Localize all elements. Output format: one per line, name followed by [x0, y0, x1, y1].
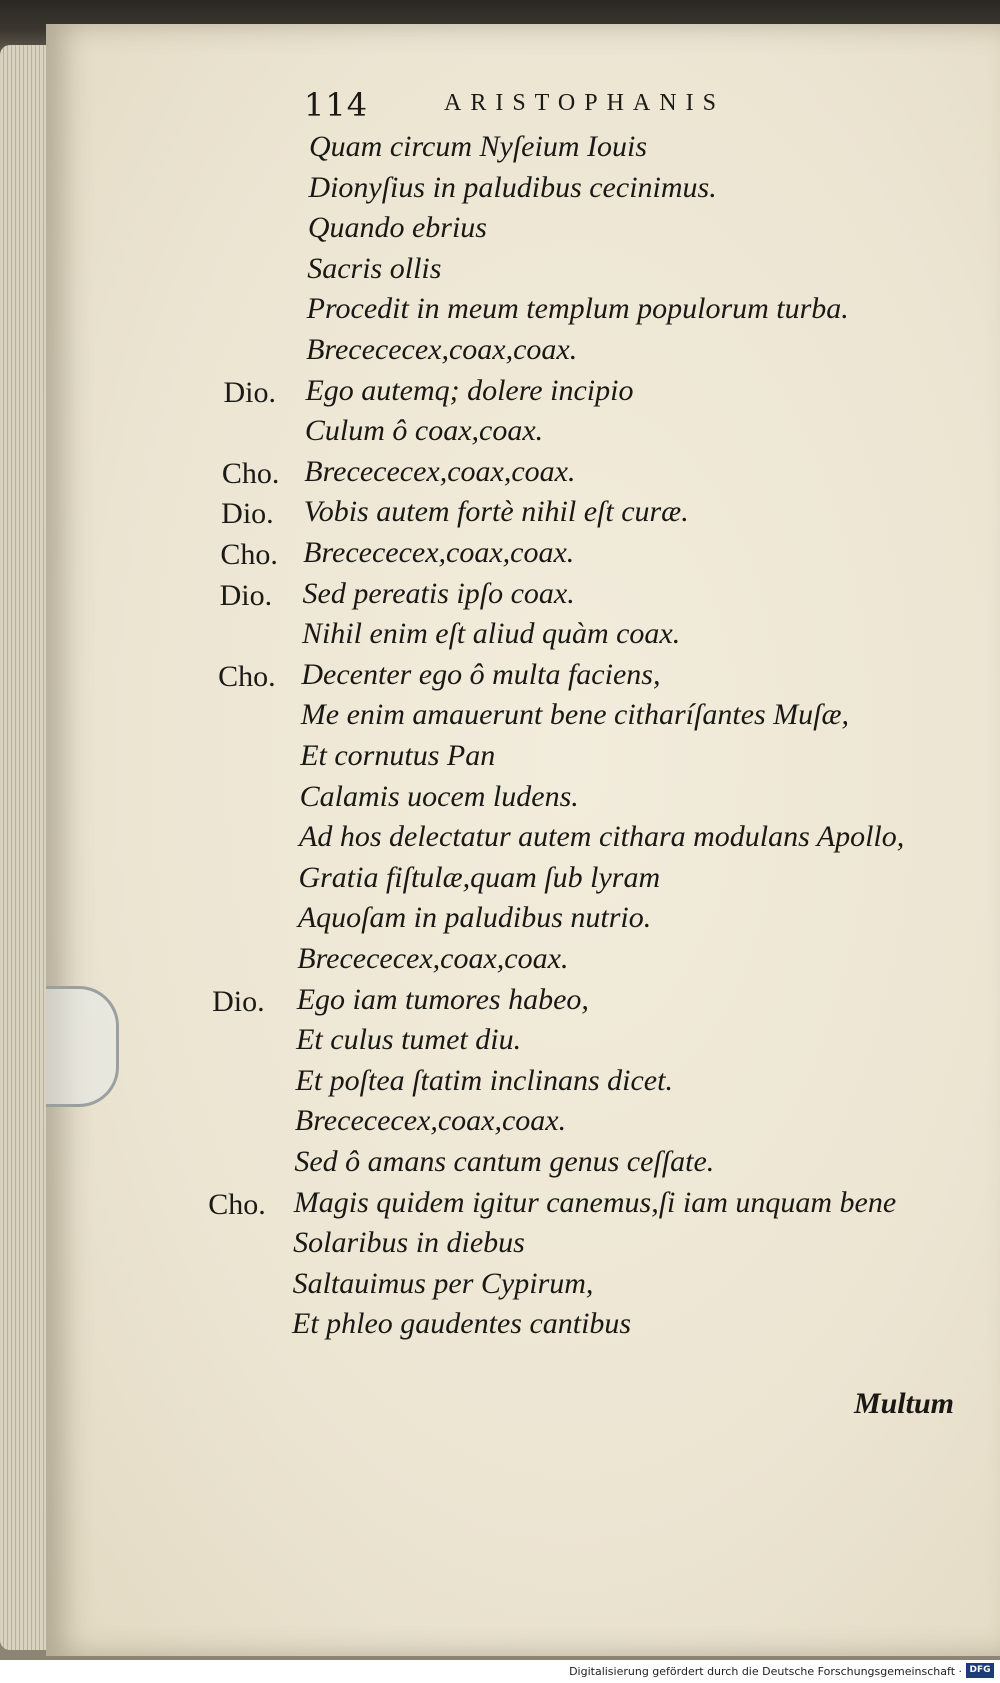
verse-line — [0, 942, 1000, 982]
verse-text: Gratia fiſtulæ,quam ſub lyram — [298, 860, 661, 894]
verse-line — [0, 1145, 1000, 1185]
verse-text: Brecececex,coax,coax. — [304, 454, 576, 488]
verse-text: Magis quidem igitur canemus,ſi iam unquam bene — [293, 1185, 897, 1219]
verse-line — [0, 333, 1000, 373]
speaker-label: Cho. — [220, 538, 278, 571]
catchword: Multum — [853, 1387, 954, 1420]
verse-line — [0, 1307, 1000, 1347]
verse-text: Et cornutus Pan — [300, 739, 496, 772]
verse-line — [0, 536, 1000, 576]
verse-text: Saltauimus per Cypirum, — [292, 1266, 594, 1300]
verse-text: Aquoſam in paludibus nutrio. — [297, 901, 652, 935]
verse-line — [0, 739, 1000, 779]
verse-line — [0, 1023, 1000, 1063]
verse-line — [0, 1267, 1000, 1307]
verse-text: Sacris ollis — [307, 251, 442, 285]
verse-line — [0, 414, 1000, 454]
verse-text: Quam circum Nyſeium Iouis — [309, 130, 647, 163]
verse-line — [0, 211, 1000, 251]
verse-line — [0, 983, 1000, 1023]
verse-line — [0, 901, 1000, 941]
verse-line — [0, 1104, 1000, 1144]
speaker-label: Cho. — [221, 456, 280, 490]
page-header — [304, 86, 764, 126]
verse-text: Dionyſius in paludibus cecinimus. — [308, 170, 717, 204]
verse-line — [0, 374, 1000, 414]
verse-line — [0, 130, 1000, 170]
digitization-credit: Digitalisierung gefördert durch die Deutsche Forschungsgemeinschaft · — [569, 1665, 962, 1678]
verse-line — [0, 292, 1000, 332]
verse-line — [0, 252, 1000, 292]
verse-line — [0, 495, 1000, 535]
running-title: ARISTOPHANIS — [444, 90, 725, 116]
verse-line — [0, 171, 1000, 211]
verse-text: Et phleo gaudentes cantibus — [292, 1307, 632, 1341]
verse-text: Sed ô amans cantum genus ceſſate. — [294, 1145, 715, 1178]
verse-line — [0, 780, 1000, 820]
verse-text: Et culus tumet diu. — [296, 1023, 522, 1057]
verse-text: Nihil enim eſt aliud quàm coax. — [301, 617, 681, 651]
verse-line — [0, 1186, 1000, 1226]
verse-text: Me enim amauerunt bene citharíſantes Muſæ, — [300, 698, 850, 732]
verse-text: Calamis uocem ludens. — [299, 779, 579, 813]
verse-text: Solaribus in diebus — [293, 1226, 525, 1260]
speaker-label: Dio. — [219, 578, 273, 612]
dfg-logo: DFG — [966, 1663, 994, 1678]
verse-line — [0, 1226, 1000, 1266]
verse-text: Et poſtea ſtatim inclinans dicet. — [295, 1063, 673, 1097]
verse-text: Quando ebrius — [307, 211, 487, 245]
verse-line — [0, 698, 1000, 738]
verse-text: Ego iam tumores habeo, — [296, 982, 589, 1016]
speaker-label: Dio. — [212, 984, 265, 1018]
speaker-label: Dio. — [221, 497, 274, 531]
verse-line — [0, 1064, 1000, 1104]
verse-line — [0, 820, 1000, 860]
verse-text: Brecececex,coax,coax. — [303, 536, 575, 569]
footer-bar — [0, 1660, 1000, 1683]
page-number: 114 — [304, 86, 369, 124]
verse-text: Culum ô coax,coax. — [304, 414, 544, 448]
verse-line — [0, 455, 1000, 495]
verse-text: Brecececex,coax,coax. — [297, 942, 569, 975]
verse-text: Brecececex,coax,coax. — [294, 1104, 567, 1138]
verse-text: Decenter ego ô multa faciens, — [301, 657, 661, 691]
verse-text: Brecececex,coax,coax. — [306, 333, 578, 366]
verse-text: Ego autemq; dolere incipio — [305, 373, 634, 407]
verse-text: Ad hos delectatur autem cithara modulans Apollo, — [299, 820, 905, 854]
verse-text: Sed pereatis ipſo coax. — [302, 576, 575, 610]
speaker-label: Dio. — [223, 375, 276, 409]
verse-text: Procedit in meum templum populorum turba. — [306, 292, 849, 326]
verse-line — [0, 658, 1000, 698]
verse-text: Vobis autem fortè nihil eſt curæ. — [303, 495, 689, 529]
speaker-label: Cho. — [208, 1187, 266, 1221]
verse-line — [0, 617, 1000, 657]
verse-line — [0, 861, 1000, 901]
speaker-label: Cho. — [218, 659, 276, 693]
verse-line — [0, 577, 1000, 617]
